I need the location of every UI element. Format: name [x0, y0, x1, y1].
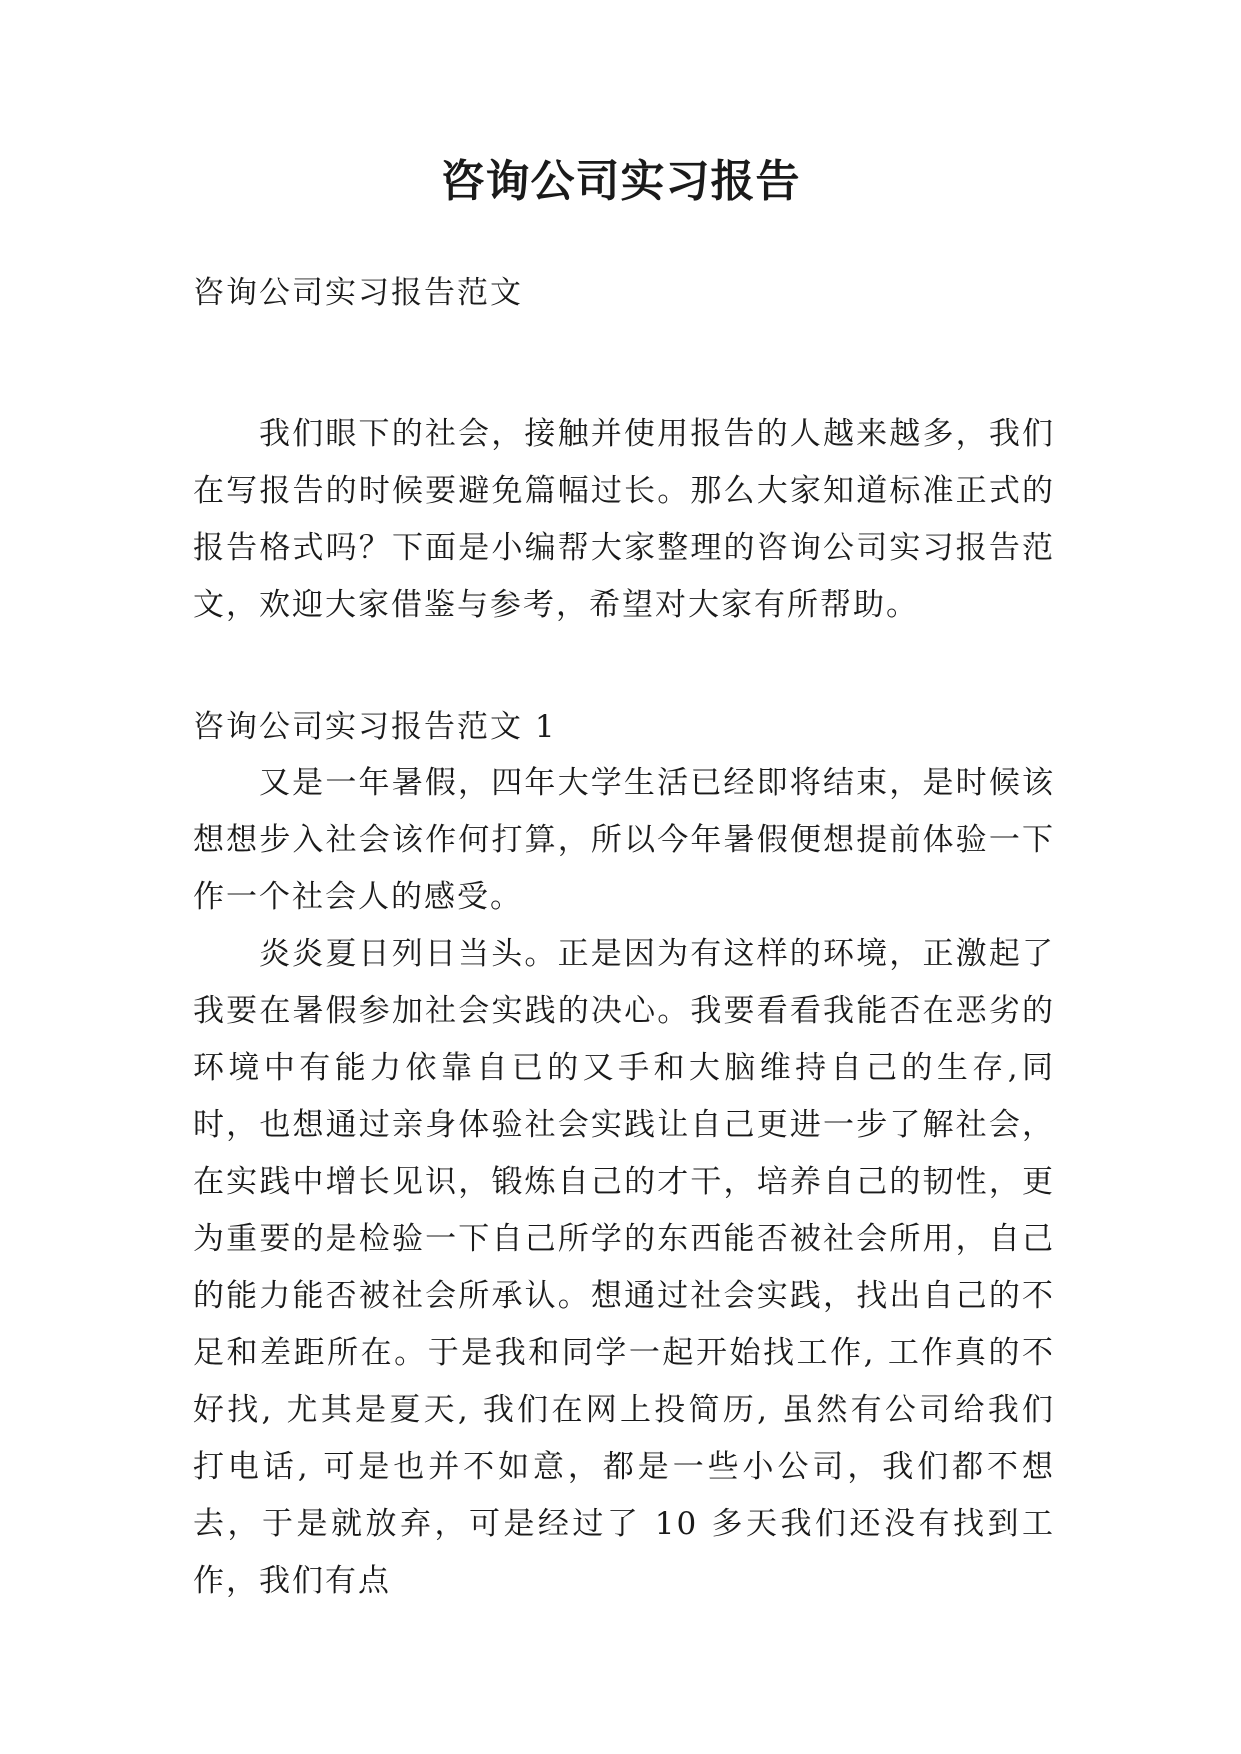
body-paragraph-1: 又是一年暑假，四年大学生活已经即将结束，是时候该想想步入社会该作何打算，所以今年暑假便想提前体验一下作一个社会人的感受。	[193, 765, 1055, 915]
body-paragraph-2: 炎炎夏日列日当头。正是因为有这样的环境，正激起了我要在暑假参加社会实践的决心。我要看看我能否在恶劣的环境中有能力依靠自已的又手和大脑维持自己的生存,同时，也想通过亲身体验社会实践让自己更进一步了解社会，在实践中增长见识，锻炼自己的才干，培养自己的韧性，更为重要的是检验一下自己所学的东西能否被社会所用，自己的能力能否被社会所承认。想通过社会实践，找出自己的不足和差距所在。于是我和同学一起开始找工作, 工作真的不好找, 尤其是夏天, 我们在网上投简历, 虽然有公司给我们打电话, 可是也并不如意，都是一些小公司，我们都不想去，于是就放弃，可是经过了 10 多天我们还没有找到工作，我们有点	[193, 936, 1055, 1599]
document-subtitle: 咨询公司实习报告范文	[193, 275, 523, 311]
section-heading: 咨询公司实习报告范文 1	[193, 709, 557, 745]
document-title: 咨询公司实习报告	[440, 156, 801, 207]
intro-paragraph: 我们眼下的社会，接触并使用报告的人越来越多，我们在写报告的时候要避免篇幅过长。那么大家知道标准正式的报告格式吗？下面是小编帮大家整理的咨询公司实习报告范文，欢迎大家借鉴与参考，希望对大家有所帮助。	[193, 416, 1055, 623]
